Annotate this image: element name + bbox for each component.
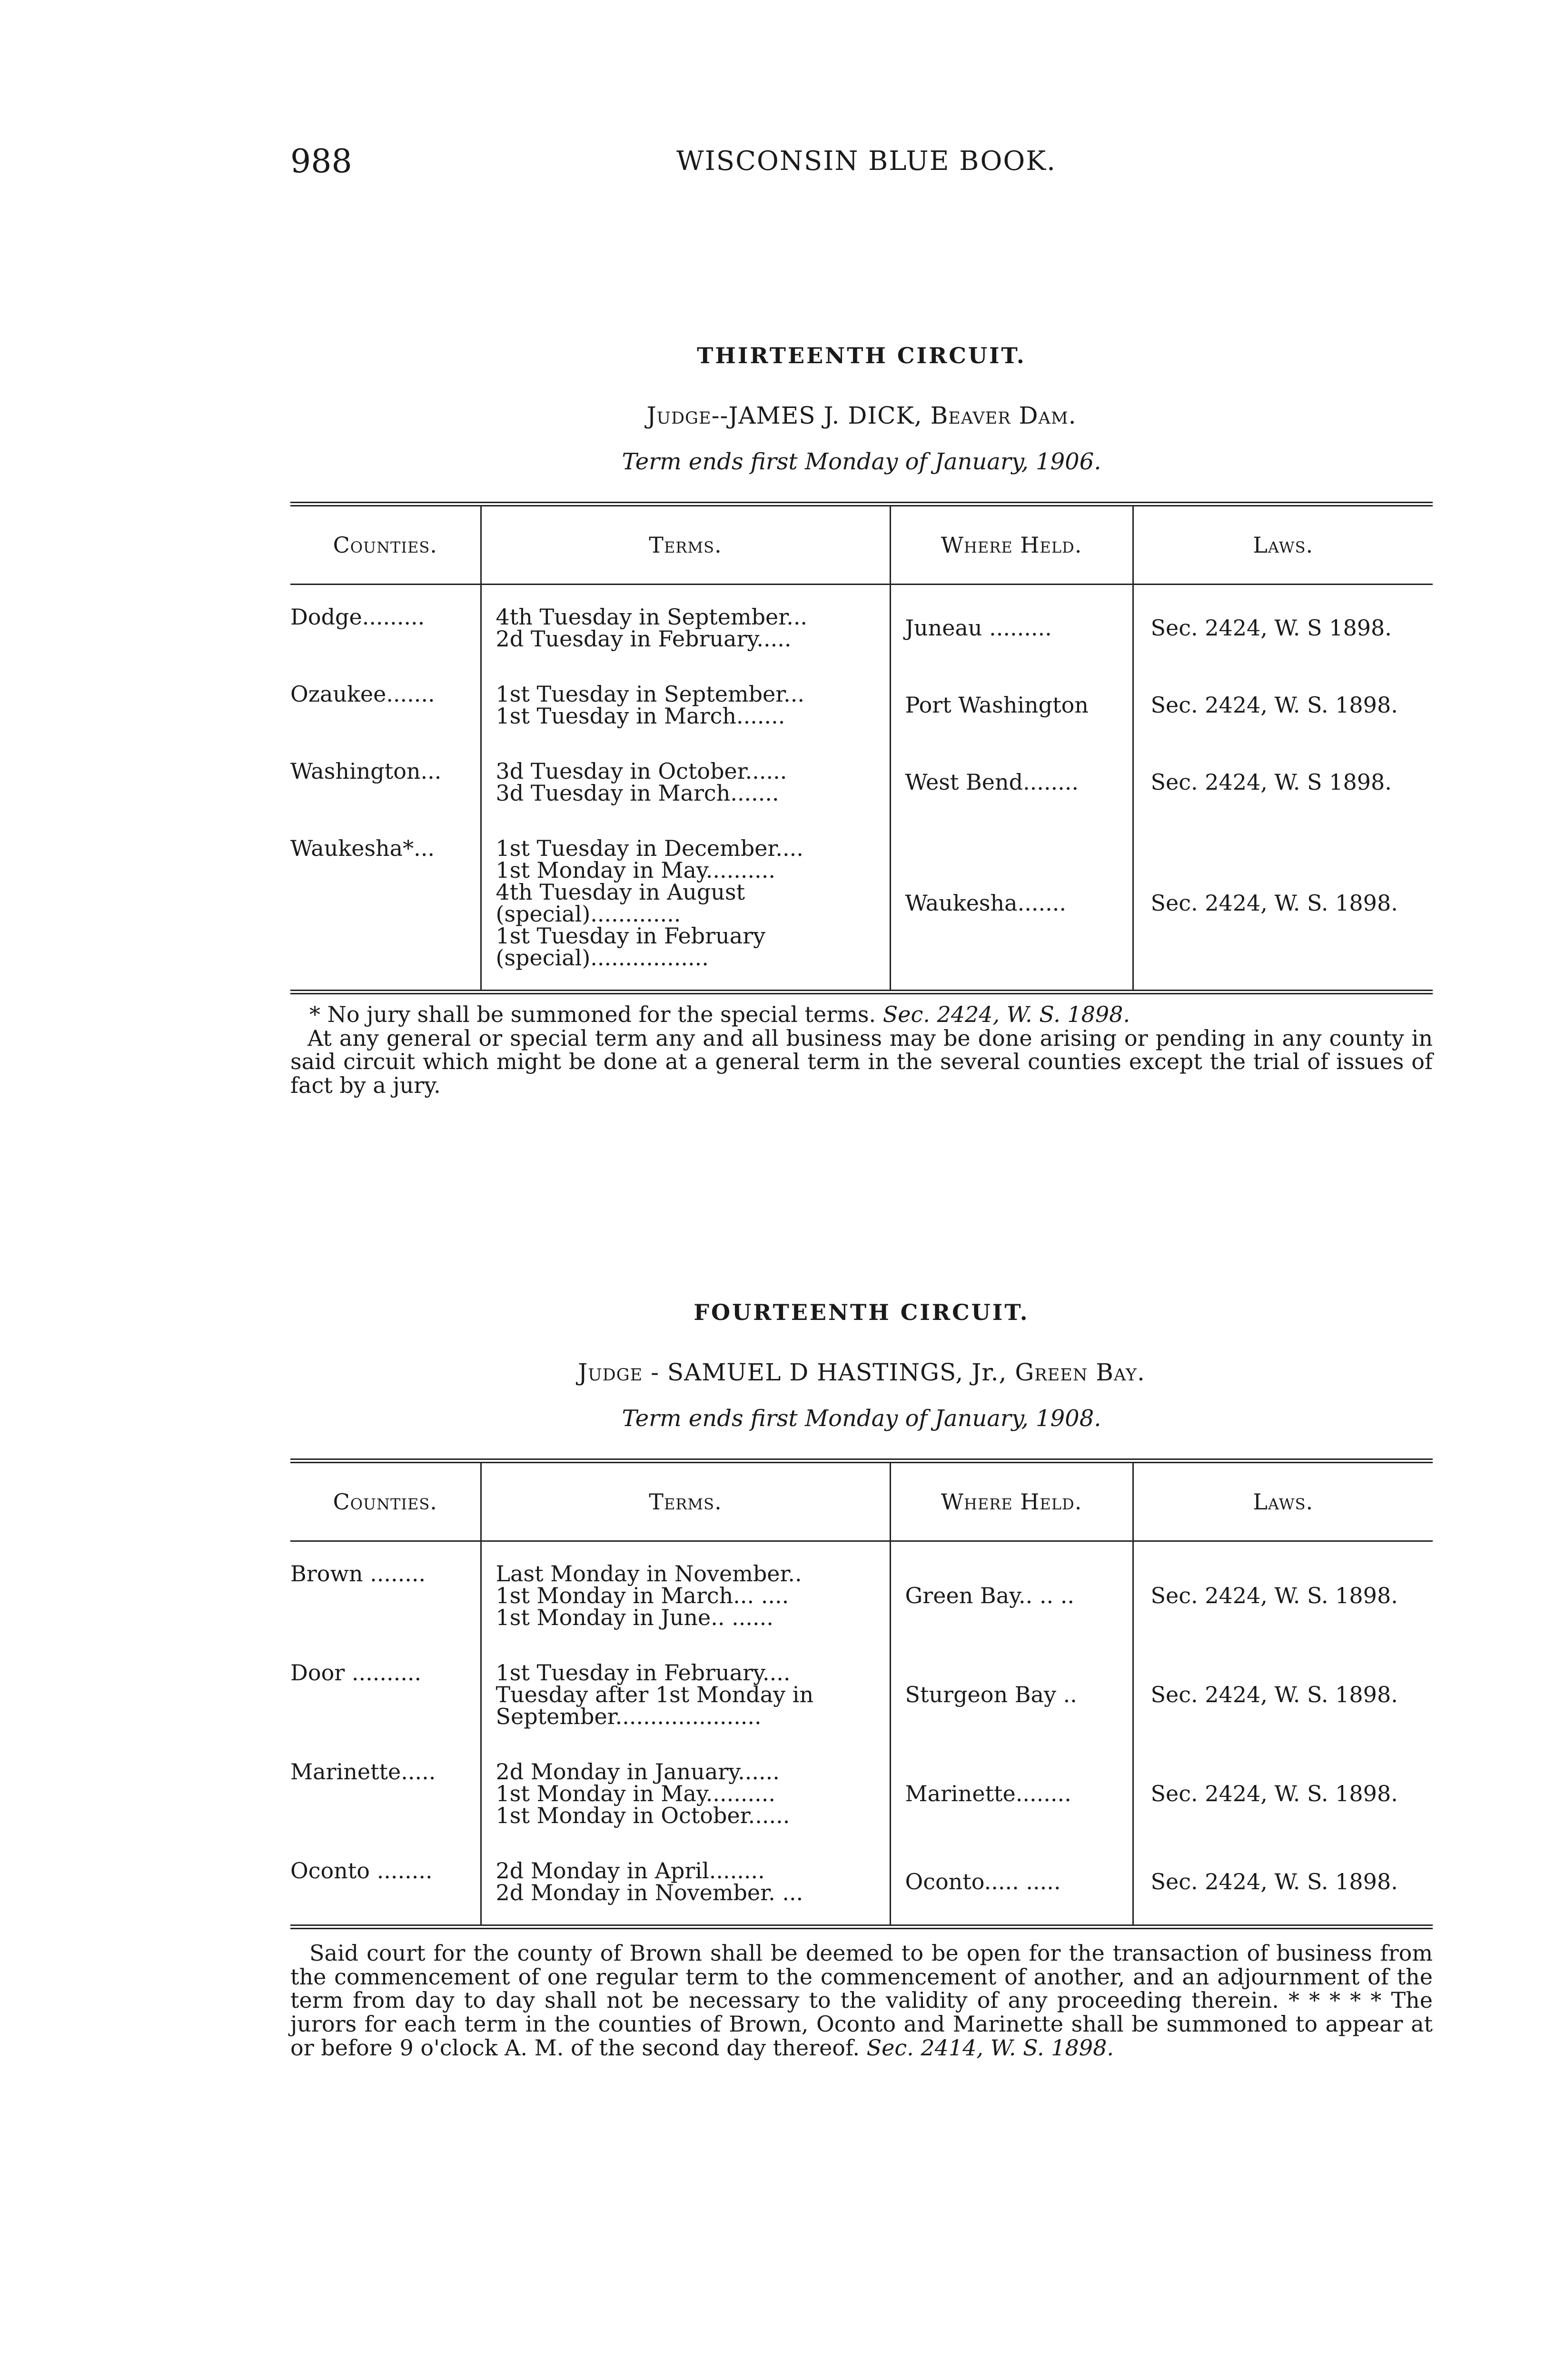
judge-place: Beaver Dam. (930, 402, 1077, 429)
term-entry: 2d Monday in April........ (496, 1858, 765, 1884)
term-entry: 1st Tuesday in December.... (496, 835, 803, 861)
county-name: Brown ........ (290, 1561, 426, 1587)
table-row (290, 760, 1433, 837)
term-entry: 1st Tuesday in March....... (496, 703, 785, 729)
term-entry: 1st Monday in March... .... (496, 1583, 789, 1608)
term-ends: Term ends first Monday of January, 1906. (622, 448, 1101, 475)
column-header-where-held: Where Held. (890, 504, 1133, 585)
judge-name: JAMES J. DICK, (728, 402, 922, 429)
court-terms-table (290, 1458, 1433, 1929)
county-name: Dodge......... (290, 604, 425, 630)
county-name: Ozaukee....... (290, 681, 435, 707)
page-header (290, 143, 1442, 190)
column-header-laws: Laws. (1133, 1461, 1433, 1541)
where-held: Sturgeon Bay .. (905, 1682, 1077, 1707)
county-name: Oconto ........ (290, 1858, 433, 1884)
court-terms-table (290, 502, 1433, 994)
table-row (290, 1860, 1433, 1927)
table-row (290, 837, 1433, 992)
note-paragraph: At any general or special term any and all business may be done arising or pending in any county in said circuit which might be done at a general term in the several counties except the trial of issues of fact by a jury. (290, 1025, 1433, 1099)
judge-separator: - (643, 1359, 667, 1386)
term-ends: Term ends first Monday of January, 1908. (622, 1405, 1101, 1432)
where-held: Juneau ......... (905, 615, 1052, 641)
table-row (290, 1541, 1433, 1662)
footnote-text: * No jury shall be summoned for the special terms. (309, 1002, 876, 1027)
law-citation: Sec. 2424, W. S. 1898. (1150, 1583, 1398, 1608)
note-text: Said court for the county of Brown shall be deemed to be open for the transaction of business from the commencement of one regular term to the commencement of another, and an adjournment of the term from day to day shall not be necessary to the validity of any proceeding therein. * * * * * The jurors for each term in the counties of Brown, Oconto and Marinette shall be summoned to appear at or before 9 o'clock A. M. of the second day thereof. (290, 1940, 1433, 2061)
table-row (290, 585, 1433, 684)
where-held: Green Bay.. .. .. (905, 1583, 1075, 1608)
term-entry: 2d Monday in January...... (496, 1759, 780, 1785)
county-name: Door .......... (290, 1660, 422, 1686)
term-entry: 3d Tuesday in March....... (496, 780, 779, 806)
column-header-counties: Counties. (290, 1461, 481, 1541)
column-header-terms: Terms. (481, 1461, 890, 1541)
column-header-laws: Laws. (1133, 504, 1433, 585)
term-entry: 4th Tuesday in September... (496, 604, 808, 630)
term-entry: 1st Tuesday in February (special)................. (496, 923, 766, 971)
judge-name: SAMUEL D HASTINGS, Jr., (667, 1359, 1007, 1386)
note-citation: Sec. 2414, W. S. 1898. (866, 2034, 1114, 2061)
term-entry: 1st Monday in October...... (496, 1803, 790, 1828)
term-entry: 1st Monday in May.......... (496, 1781, 775, 1806)
term-entry: Last Monday in November.. (496, 1561, 802, 1587)
term-entry: 1st Tuesday in February.... (496, 1660, 791, 1686)
term-entry: 1st Tuesday in September... (496, 681, 805, 707)
term-entry: Tuesday after 1st Monday in September..................... (496, 1682, 814, 1729)
fourteenth-circuit-section (290, 1299, 1433, 2060)
table-row (290, 683, 1433, 760)
law-citation: Sec. 2424, W. S 1898. (1150, 769, 1392, 795)
note-paragraph (290, 1942, 1433, 2060)
law-citation: Sec. 2424, W. S. 1898. (1150, 1869, 1398, 1894)
footnote (290, 1003, 1433, 1027)
law-citation: Sec. 2424, W. S. 1898. (1150, 692, 1398, 718)
term-entry: 4th Tuesday in August (special)............. (496, 879, 745, 927)
judge-prefix: Judge (646, 402, 712, 429)
table-header-row (290, 1461, 1433, 1541)
judge-prefix: Judge (578, 1359, 643, 1386)
column-header-where-held: Where Held. (890, 1461, 1133, 1541)
judge-place: Green Bay. (1015, 1359, 1145, 1386)
column-header-counties: Counties. (290, 504, 481, 585)
term-entry: 2d Monday in November. ... (496, 1880, 803, 1905)
table-header-row (290, 504, 1433, 585)
where-held: West Bend........ (905, 769, 1079, 795)
circuit-notes (290, 1003, 1433, 1098)
where-held: Marinette........ (905, 1781, 1071, 1806)
circuit-title: THIRTEENTH CIRCUIT. (697, 343, 1026, 368)
law-citation: Sec. 2424, W. S. 1898. (1150, 1682, 1398, 1707)
law-citation: Sec. 2424, W. S. 1898. (1150, 890, 1398, 916)
footnote-citation: Sec. 2424, W. S. 1898. (882, 1002, 1130, 1027)
law-citation: Sec. 2424, W. S 1898. (1150, 615, 1392, 641)
column-header-terms: Terms. (481, 504, 890, 585)
circuit-notes (290, 1942, 1433, 2060)
county-name: Waukesha*... (290, 835, 435, 861)
term-entry: 2d Tuesday in February..... (496, 626, 792, 652)
term-entry: 1st Monday in June.. ...... (496, 1605, 773, 1630)
judge-line (290, 402, 1433, 429)
circuit-title: FOURTEENTH CIRCUIT. (694, 1299, 1030, 1325)
table-row (290, 1761, 1433, 1860)
thirteenth-circuit-section (290, 343, 1433, 1098)
judge-separator: -- (711, 402, 729, 429)
running-head: WISCONSIN BLUE BOOK. (676, 146, 1056, 177)
where-held: Port Washington (905, 692, 1089, 718)
law-citation: Sec. 2424, W. S. 1898. (1150, 1781, 1398, 1806)
page-number: 988 (290, 143, 352, 180)
term-entry: 3d Tuesday in October...... (496, 758, 787, 784)
judge-line (290, 1359, 1433, 1386)
county-name: Marinette..... (290, 1759, 436, 1785)
table-row (290, 1662, 1433, 1761)
county-name: Washington... (290, 758, 442, 784)
term-entry: 1st Monday in May.......... (496, 857, 775, 883)
where-held: Waukesha....... (905, 890, 1066, 916)
where-held: Oconto..... ..... (905, 1869, 1061, 1894)
